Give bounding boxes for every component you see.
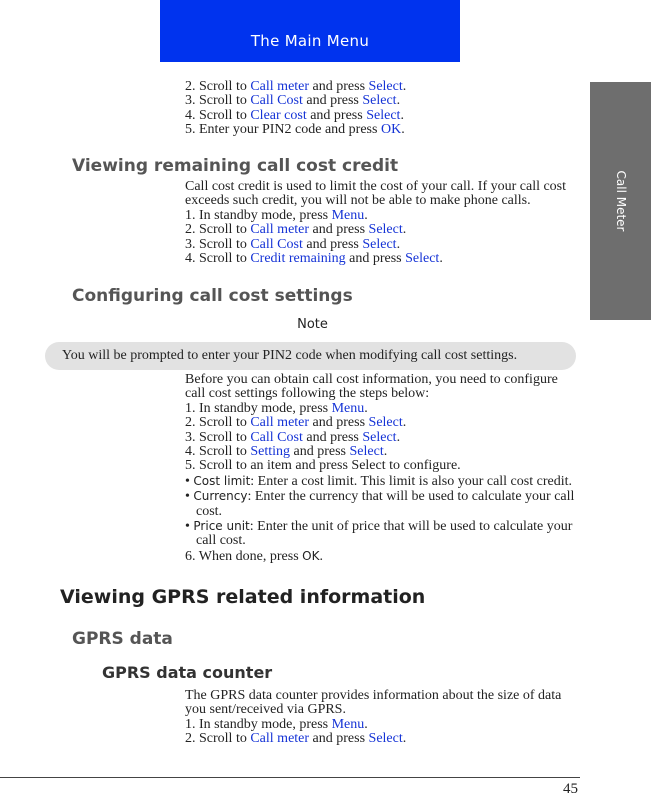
section-intro: Call cost credit is used to limit the cost of your call. If your call cost exceeds such credit, you will not be able to make phone calls. <box>185 179 567 209</box>
section-body-remaining-credit <box>185 180 580 266</box>
subsection-heading-gprs-data: GPRS data <box>72 629 173 649</box>
chapter-side-tab-label: Call Meter <box>613 170 628 232</box>
step: 2. Scroll to Call meter and press Select. <box>185 731 407 747</box>
step: 3. Scroll to Call Cost and press Select. <box>185 93 401 109</box>
step: 1. In standby mode, press Menu. <box>185 207 368 223</box>
note-box: You will be prompted to enter your PIN2 code when modifying call cost settings. <box>45 342 576 370</box>
step: 2. Scroll to Call meter and press Select. <box>185 415 407 431</box>
step: 1. In standby mode, press Menu. <box>185 400 368 416</box>
bullet-item: • Price unit: Enter the unit of price that will be used to calculate your call cost. <box>185 519 573 549</box>
step: 5. Scroll to an item and press Select to configure. <box>185 458 461 474</box>
section-heading-remaining-credit: Viewing remaining call cost credit <box>72 156 399 176</box>
section-intro: The GPRS data counter provides information about the size of data you sent/received via GPRS. <box>185 688 562 718</box>
step: 6. When done, press OK. <box>185 548 323 564</box>
bullet-item: • Currency: Enter the currency that will be used to calculate your call cost. <box>185 489 575 519</box>
step: 5. Enter your PIN2 code and press OK. <box>185 122 405 138</box>
page-number: 45 <box>563 781 578 797</box>
step-list-clear-cost <box>185 80 580 138</box>
header-banner <box>160 0 460 62</box>
step: 2. Scroll to Call meter and press Select. <box>185 222 407 238</box>
subsubsection-heading-gprs-counter: GPRS data counter <box>102 663 273 682</box>
header-title: The Main Menu <box>250 32 370 50</box>
step: 1. In standby mode, press Menu. <box>185 716 368 732</box>
step: 3. Scroll to Call Cost and press Select. <box>185 429 401 445</box>
section-heading-configure-cost: Configuring call cost settings <box>72 286 353 306</box>
bullet-item: • Cost limit: Enter a cost limit. This limit is also your call cost credit. <box>185 473 572 489</box>
section-heading-gprs: Viewing GPRS related information <box>60 586 426 608</box>
section-intro: Before you can obtain call cost information, you need to configure call cost settings following the steps below: <box>185 372 558 402</box>
step: 4. Scroll to Credit remaining and press Select. <box>185 251 443 267</box>
note-title: Note <box>297 317 328 332</box>
step: 2. Scroll to Call meter and press Select. <box>185 79 407 94</box>
step: 4. Scroll to Clear cost and press Select. <box>185 107 404 123</box>
footer-rule <box>0 777 580 778</box>
step: 3. Scroll to Call Cost and press Select. <box>185 236 401 252</box>
section-body-gprs-counter <box>185 689 580 747</box>
step: 4. Scroll to Setting and press Select. <box>185 444 388 460</box>
chapter-side-tab <box>590 82 651 320</box>
section-body-configure-cost <box>185 373 580 564</box>
